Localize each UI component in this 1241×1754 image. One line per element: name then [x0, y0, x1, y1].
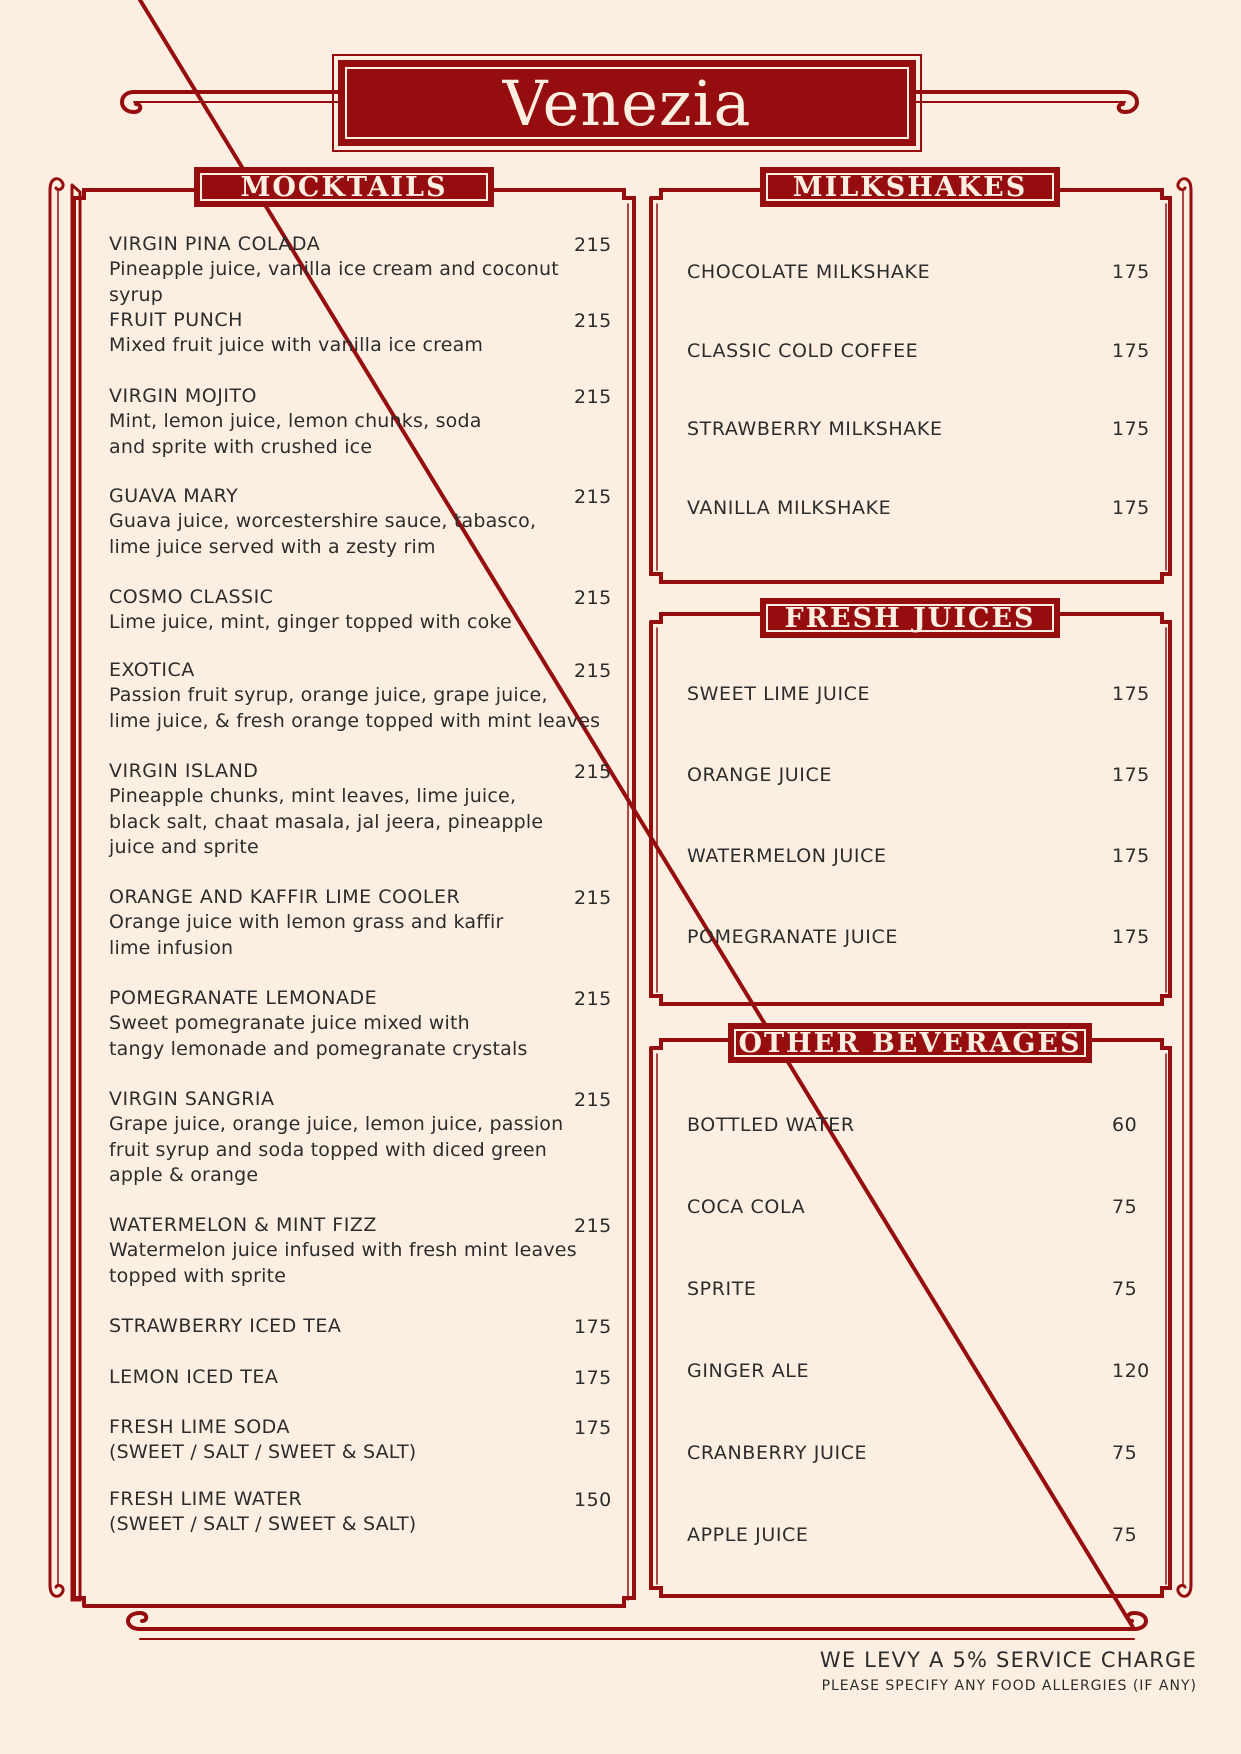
menu-item	[109, 1487, 609, 1538]
item-price: 215	[574, 386, 612, 408]
menu-item	[109, 1415, 609, 1466]
service-charge-note: WE LEVY A 5% SERVICE CHARGE	[819, 1648, 1197, 1672]
item-name: ORANGE JUICE	[687, 764, 832, 786]
item-price: 60	[1112, 1114, 1138, 1136]
item-price: 175	[1112, 845, 1150, 867]
item-price: 75	[1112, 1442, 1138, 1464]
item-name: GINGER ALE	[687, 1360, 810, 1382]
item-name: COSMO CLASSIC	[109, 586, 274, 608]
menu-item	[109, 986, 609, 1062]
mocktails-header	[194, 167, 494, 207]
item-price: 175	[574, 1316, 612, 1338]
item-name: CLASSIC COLD COFFEE	[687, 340, 919, 362]
item-name: VIRGIN PINA COLADA	[109, 233, 321, 255]
item-price: 175	[1112, 764, 1150, 786]
item-name: FRUIT PUNCH	[109, 309, 243, 331]
item-description: Pineapple chunks, mint leaves, lime juice, black salt, chaat masala, jal jeera, pineapple juice and sprite	[109, 785, 544, 858]
menu-item	[109, 484, 609, 560]
item-price: 215	[574, 1089, 612, 1111]
menu-item	[109, 1087, 609, 1189]
milkshakes-header	[760, 167, 1060, 207]
item-price: 175	[1112, 497, 1150, 519]
item-description: Pineapple juice, vanilla ice cream and coconut syrup	[109, 258, 559, 306]
item-description: Guava juice, worcestershire sauce, tabasco, lime juice served with a zesty rim	[109, 510, 537, 558]
item-name: FRESH LIME SODA	[109, 1416, 290, 1438]
menu-item	[109, 232, 609, 308]
item-description: Mixed fruit juice with vanilla ice cream	[109, 334, 484, 356]
item-name: VIRGIN MOJITO	[109, 385, 257, 407]
item-price: 215	[574, 660, 612, 682]
item-name: GUAVA MARY	[109, 485, 239, 507]
restaurant-name: Venezia	[502, 66, 752, 140]
item-description: Lime juice, mint, ginger topped with coke	[109, 611, 512, 633]
brand-banner	[338, 60, 916, 146]
item-price: 175	[1112, 683, 1150, 705]
item-description: Orange juice with lemon grass and kaffir lime infusion	[109, 911, 504, 959]
menu-item	[109, 585, 609, 636]
menu-item	[109, 759, 609, 861]
section-title: MOCKTAILS	[240, 171, 448, 203]
item-name: ORANGE AND KAFFIR LIME COOLER	[109, 886, 461, 908]
item-name: CHOCOLATE MILKSHAKE	[687, 261, 931, 283]
item-price: 215	[574, 587, 612, 609]
fresh-juices-header	[760, 598, 1060, 638]
item-price: 75	[1112, 1524, 1138, 1546]
item-price: 215	[574, 310, 612, 332]
item-price: 175	[1112, 418, 1150, 440]
item-name: COCA COLA	[687, 1196, 806, 1218]
item-name: BOTTLED WATER	[687, 1114, 855, 1136]
allergy-note: PLEASE SPECIFY ANY FOOD ALLERGIES (IF ANY)	[821, 1678, 1197, 1694]
item-description: Sweet pomegranate juice mixed with tangy lemonade and pomegranate crystals	[109, 1012, 528, 1060]
menu-item	[109, 384, 609, 460]
item-price: 215	[574, 486, 612, 508]
section-title: FRESH JUICES	[784, 602, 1036, 634]
item-price: 175	[1112, 926, 1150, 948]
item-price: 120	[1112, 1360, 1150, 1382]
item-name: POMEGRANATE LEMONADE	[109, 987, 378, 1009]
menu-item	[109, 885, 609, 961]
item-price: 175	[574, 1367, 612, 1389]
item-price: 175	[574, 1417, 612, 1439]
item-price: 215	[574, 761, 612, 783]
item-price: 215	[574, 234, 612, 256]
item-price: 175	[1112, 340, 1150, 362]
item-name: SWEET LIME JUICE	[687, 683, 871, 705]
item-name: SPRITE	[687, 1278, 757, 1300]
item-name: POMEGRANATE JUICE	[687, 926, 898, 948]
item-name: APPLE JUICE	[687, 1524, 809, 1546]
menu-item	[109, 308, 609, 359]
menu-item	[109, 658, 609, 734]
item-name: CRANBERRY JUICE	[687, 1442, 868, 1464]
item-price: 75	[1112, 1196, 1138, 1218]
menu-item	[109, 1365, 609, 1390]
item-price: 215	[574, 887, 612, 909]
other-beverages-header	[728, 1023, 1092, 1063]
item-price: 75	[1112, 1278, 1138, 1300]
item-price: 215	[574, 1215, 612, 1237]
item-price: 150	[574, 1489, 612, 1511]
section-title: MILKSHAKES	[792, 171, 1028, 203]
item-name: STRAWBERRY ICED TEA	[109, 1315, 342, 1337]
item-description: Grape juice, orange juice, lemon juice, passion fruit syrup and soda topped with diced green apple & orange	[109, 1113, 564, 1186]
item-name: STRAWBERRY MILKSHAKE	[687, 418, 943, 440]
item-name: FRESH LIME WATER	[109, 1488, 303, 1510]
item-name: VIRGIN SANGRIA	[109, 1088, 275, 1110]
item-price: 175	[1112, 261, 1150, 283]
item-description: Watermelon juice infused with fresh mint leaves topped with sprite	[109, 1239, 577, 1287]
item-description: Mint, lemon juice, lemon chunks, soda and sprite with crushed ice	[109, 410, 482, 458]
item-price: 215	[574, 988, 612, 1010]
item-description: Passion fruit syrup, orange juice, grape juice, lime juice, & fresh orange topped with mint leaves	[109, 684, 601, 732]
section-title: OTHER BEVERAGES	[738, 1027, 1082, 1059]
item-name: LEMON ICED TEA	[109, 1366, 279, 1388]
menu-item	[109, 1314, 609, 1339]
item-description: (SWEET / SALT / SWEET & SALT)	[109, 1441, 417, 1463]
item-name: WATERMELON & MINT FIZZ	[109, 1214, 377, 1236]
item-name: VANILLA MILKSHAKE	[687, 497, 892, 519]
item-name: EXOTICA	[109, 659, 195, 681]
item-name: VIRGIN ISLAND	[109, 760, 259, 782]
item-description: (SWEET / SALT / SWEET & SALT)	[109, 1513, 417, 1535]
item-name: WATERMELON JUICE	[687, 845, 887, 867]
menu-item	[109, 1213, 609, 1289]
